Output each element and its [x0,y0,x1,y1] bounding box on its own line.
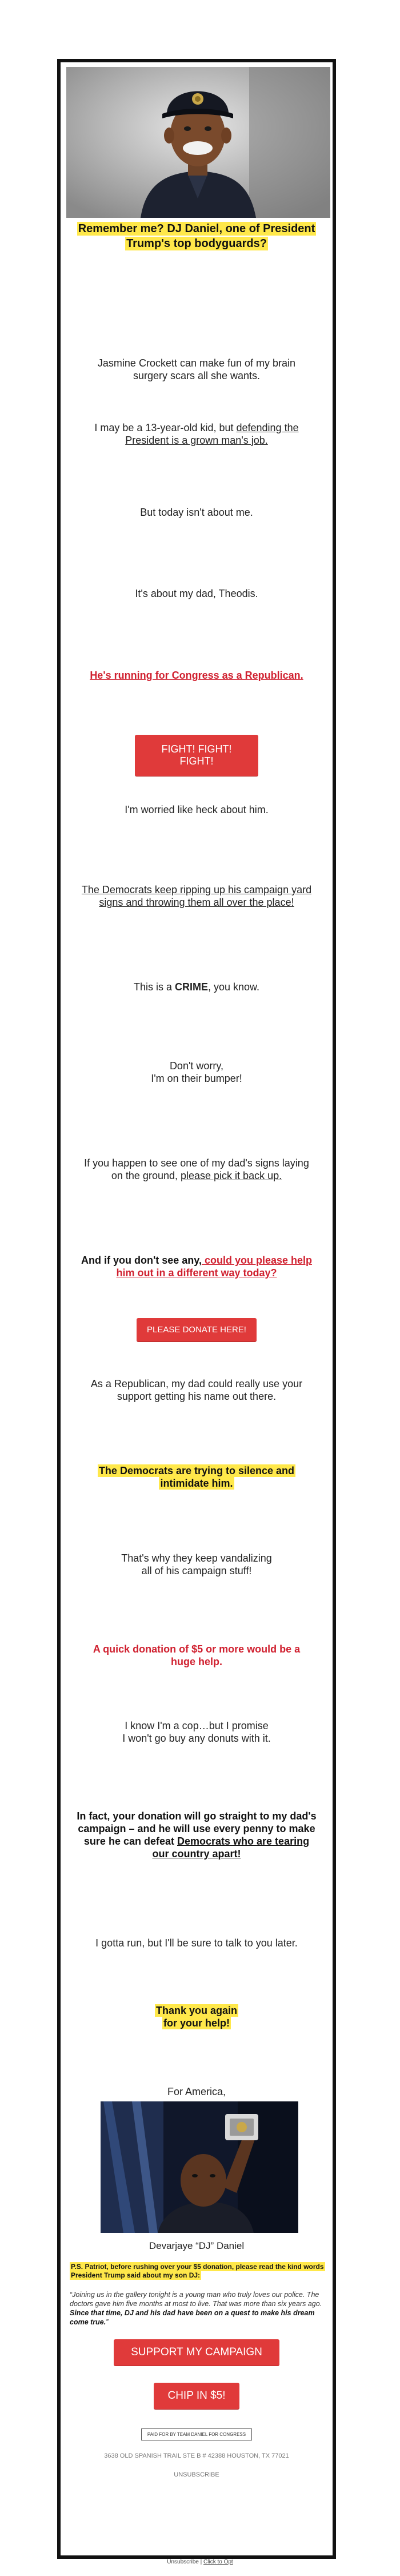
ps-quote [70,2290,326,2327]
ps-label: P.S. Patriot, before rushing over your $5 donation, please read the kind words President Trump said about my son DJ: [71,2263,324,2279]
ps-label-wrap [70,2263,326,2280]
paragraph-thank-you [61,2004,333,2029]
crime-post: , you know. [207,981,260,993]
crime-pre: This is a [133,981,175,993]
boy-in-police-uniform-icon [66,67,330,218]
footer-unsubscribe-row: Unsubscribe | Click to Opt [167,2559,233,2565]
dj-badge-photo [101,2101,298,2233]
chip-button-wrap [61,2383,333,2409]
paragraph-worried: I'm worried like heck about him. [125,804,269,815]
donate-button-wrap [61,1318,333,1341]
donuts-line2: I won't go buy any donuts with it. [122,1733,271,1744]
vandalizing-line1: That's why they keep vandalizing [121,1552,272,1564]
headline: Remember me? DJ Daniel, one of President Trump's top bodyguards? [78,222,315,250]
unsubscribe-label: Unsubscribe [167,2559,199,2565]
paragraph-vandalizing [61,1552,333,1577]
boy-holding-badge-icon [101,2101,298,2233]
paragraph-not-about-me: But today isn't about me. [140,507,253,518]
ps-quote-text: “Joining us in the gallery tonight is a young man who truly loves our police. The doctors gave him five months at most to live. That was more than six years ago. [70,2291,322,2308]
different-way-text: And if you don't see any, [81,1255,202,1266]
paragraph-bodyguard [61,421,333,447]
ps-quote-bold: Since that time, DJ and his dad have been on a quest to make his dream come true. [70,2309,315,2326]
fight-button[interactable]: FIGHT! FIGHT! FIGHT! [135,735,258,776]
crime-word: CRIME [174,981,208,993]
paragraph-straight-to-campaign [61,1810,333,1860]
support-campaign-button[interactable]: SUPPORT MY CAMPAIGN [114,2339,279,2366]
signoff-name: Devarjaye “DJ” Daniel [149,2240,245,2251]
hero-photo [66,67,330,218]
unsubscribe-link[interactable]: Click to Opt [203,2559,233,2565]
paragraph-bodyguard-text: I may be a 13-year-old kid, but [94,422,237,433]
ps-quote-end: ” [106,2318,109,2326]
pick-it-back-up-link[interactable]: please pick it back up. [181,1170,282,1181]
donate-button[interactable]: PLEASE DONATE HERE! [137,1318,257,1341]
paragraph-crime [61,981,333,993]
headline-wrap [66,221,327,251]
paragraph-dont-worry [61,1060,333,1085]
tearing-country-apart-link[interactable]: Democrats who are tearing our country apart! [152,1836,310,1860]
support-button-wrap [61,2339,333,2366]
paid-for-box-wrap [61,2428,333,2440]
mailing-address: 3638 OLD SPANISH TRAIL STE B # 42388 HOUSTON, TX 77021 [104,2452,289,2459]
paragraph-quick-donation: A quick donation of $5 or more would be a huge help. [93,1643,301,1667]
thank-you-line1: Thank you again [155,2005,238,2016]
paragraph-signs-ground [61,1157,333,1182]
grown-man-link[interactable]: defending the President is a grown man's job. [125,422,299,446]
vandalizing-line2: all of his campaign stuff! [141,1565,252,1576]
running-for-congress-link[interactable]: He's running for Congress as a Republican. [90,670,303,681]
paid-for-disclaimer: PAID FOR BY TEAM DANIEL FOR CONGRESS [141,2428,252,2440]
paragraph-my-dad: It's about my dad, Theodis. [135,588,258,599]
chip-in-button[interactable]: CHIP IN $5! [154,2383,239,2409]
paragraph-donuts [61,1719,333,1745]
different-way-link[interactable]: could you please help him out in a different way today? [116,1255,313,1279]
fight-button-wrap [61,735,333,776]
thank-you-line2: for your help! [163,2017,230,2029]
email-card [57,59,336,2559]
paragraph-gotta-run: I gotta run, but I'll be sure to talk to you later. [95,1937,298,1949]
silence-highlight: The Democrats are trying to silence and intimidate him. [98,1465,295,1489]
paragraph-silence [61,1464,333,1490]
closing-for-america: For America, [167,2086,226,2097]
unsubscribe-caps-link[interactable]: UNSUBSCRIBE [174,2471,219,2478]
paragraph-crockett: Jasmine Crockett can make fun of my brain surgery scars all she wants. [97,357,296,381]
dont-worry-line2: I'm on their bumper! [151,1073,242,1084]
straight-to-campaign-text: In fact, your donation will go straight to my dad's campaign – and he will use every penny to make sure he can defeat [77,1810,317,1847]
yard-signs-link[interactable]: The Democrats keep ripping up his campaign yard signs and throwing them all over the place! [81,884,312,908]
donuts-line1: I know I'm a cop…but I promise [125,1720,269,1731]
paragraph-republican-support: As a Republican, my dad could really use your support getting his name out there. [90,1378,303,1402]
dont-worry-line1: Don't worry, [169,1060,224,1072]
signs-ground-text: If you happen to see one of my dad's signs laying on the ground, [84,1157,309,1181]
paragraph-different-way [61,1254,333,1279]
